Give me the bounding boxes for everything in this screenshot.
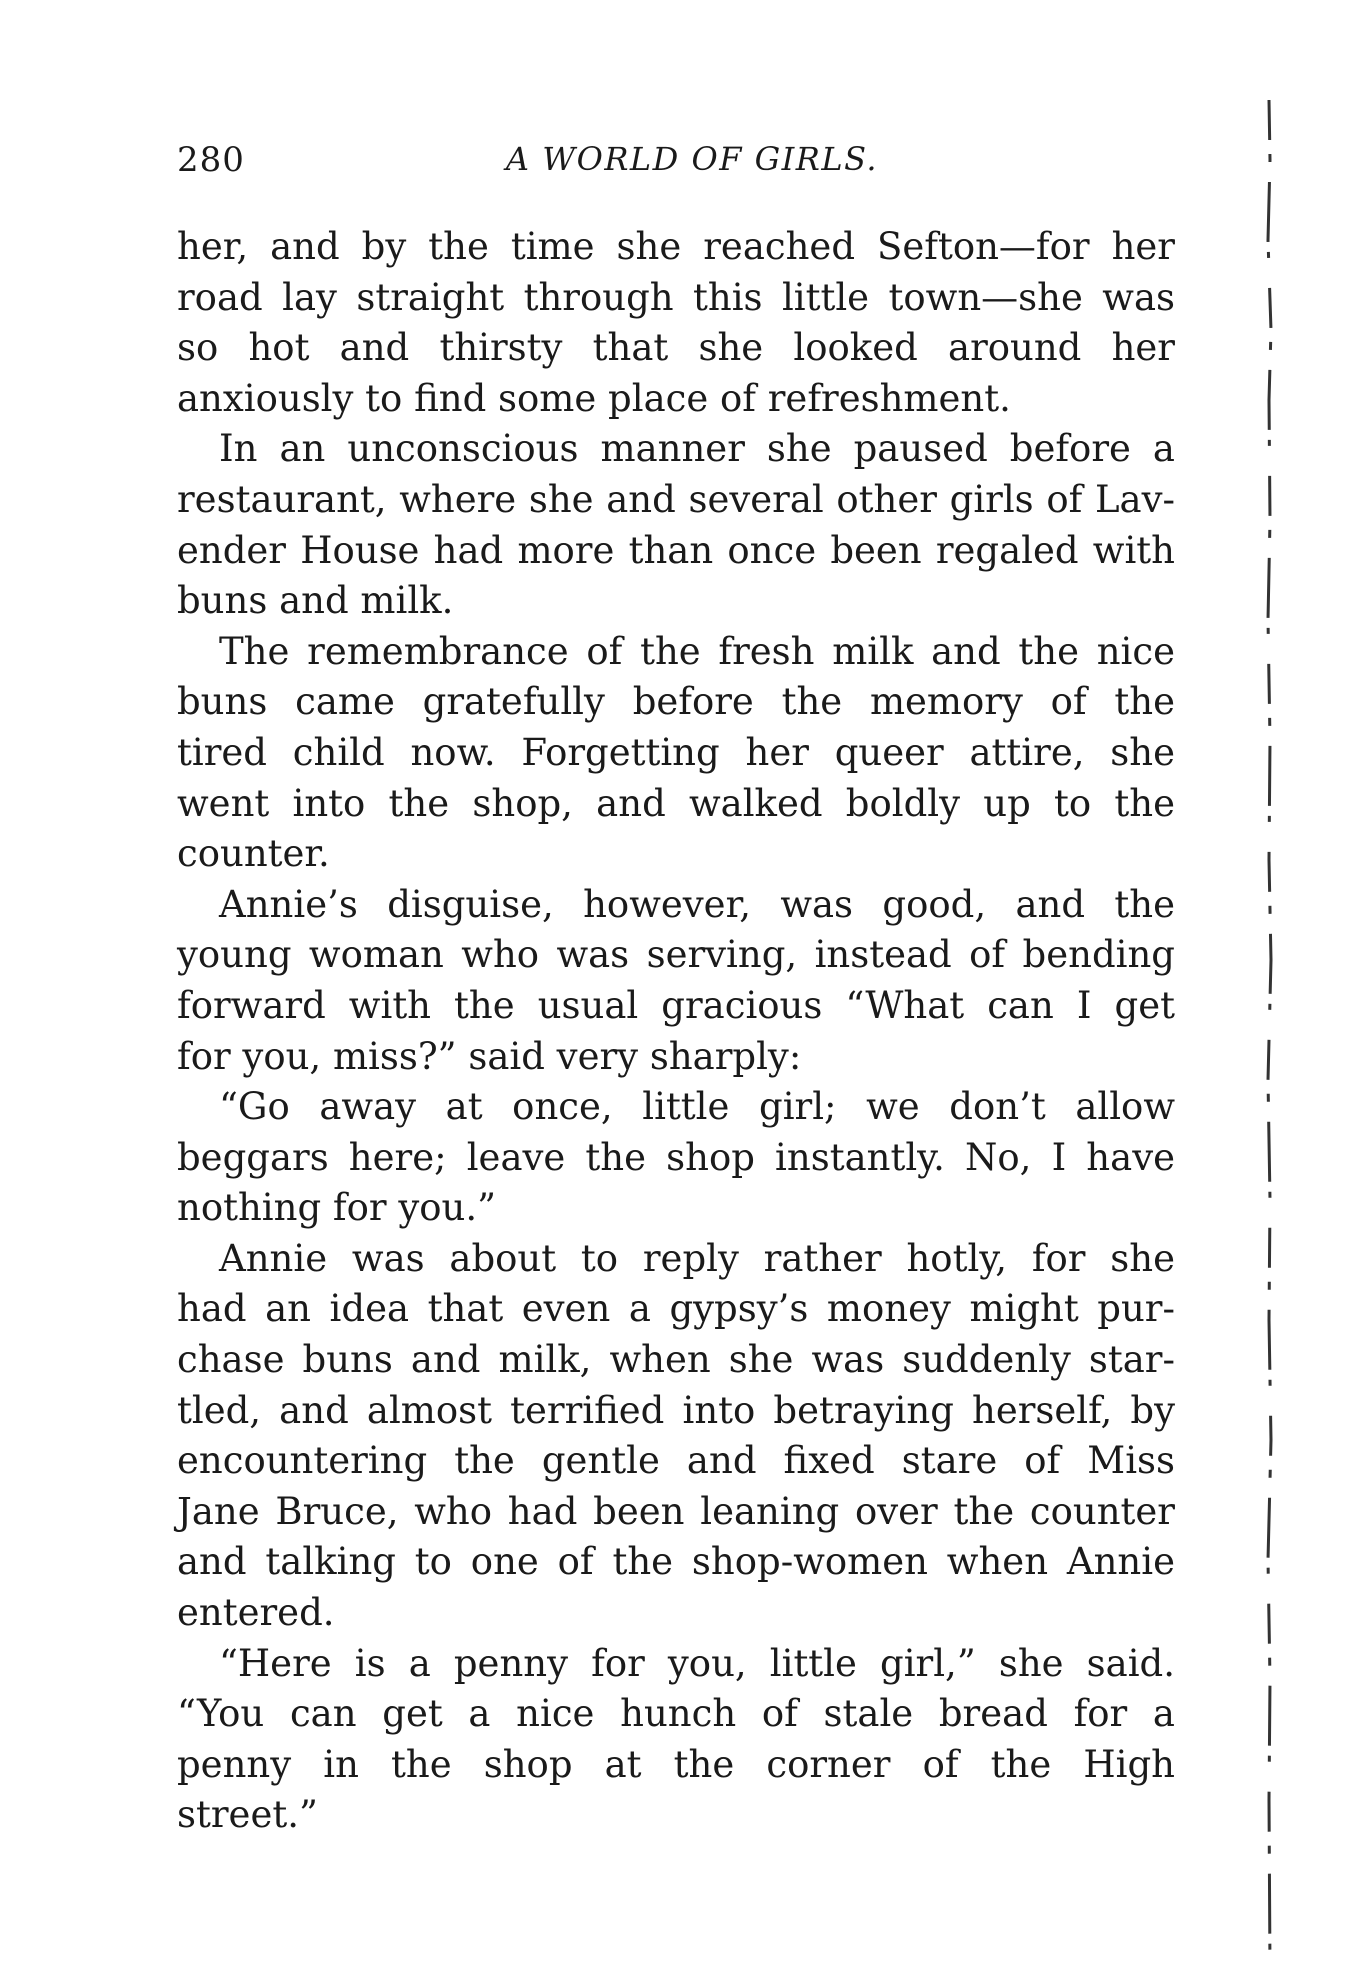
text-line: entered. <box>177 1591 335 1635</box>
page-number: 280 <box>177 140 245 180</box>
text-line: “You can get a nice hunch of stale bread for a <box>177 1692 1175 1736</box>
text-line: tired child now. Forgetting her queer attire, she <box>177 730 1175 774</box>
text-line: road lay straight through this little town—she was <box>177 275 1175 319</box>
running-head <box>177 140 1179 200</box>
text-line: nothing for you.” <box>177 1186 497 1230</box>
text-line: beggars here; leave the shop instantly. No, I have <box>177 1135 1175 1179</box>
text-line: so hot and thirsty that she looked around her <box>177 326 1175 370</box>
text-line: Annie’s disguise, however, was good, and the <box>219 882 1175 926</box>
text-line: her, and by the time she reached Sefton—for her <box>177 225 1175 268</box>
book-title: A WORLD OF GIRLS. <box>505 140 879 178</box>
text-line: Jane Bruce, who had been leaning over the counter <box>177 1489 1175 1533</box>
text-line: Annie was about to reply rather hotly, for she <box>219 1236 1175 1280</box>
text-line: went into the shop, and walked boldly up to the <box>177 781 1175 825</box>
text-line: ender House had more than once been regaled with <box>177 528 1175 572</box>
body-text <box>177 222 1175 1841</box>
text-line: counter. <box>177 832 330 876</box>
page-edge-shadow <box>1262 100 1276 1970</box>
text-line: street.” <box>177 1793 318 1837</box>
text-line: and talking to one of the shop-women when Annie <box>177 1540 1175 1584</box>
text-line: “Here is a penny for you, little girl,” she said. <box>219 1641 1175 1685</box>
text-line: forward with the usual gracious “What can I get <box>177 983 1175 1027</box>
text-line: restaurant, where she and several other girls of Lav- <box>177 477 1175 521</box>
text-line: In an unconscious manner she paused before a <box>219 427 1175 471</box>
text-line: chase buns and milk, when she was suddenly star- <box>177 1338 1175 1382</box>
text-line: tled, and almost terrified into betraying herself, by <box>177 1388 1175 1432</box>
text-line: encountering the gentle and fixed stare of Miss <box>177 1439 1175 1483</box>
text-line: penny in the shop at the corner of the High <box>177 1742 1175 1786</box>
text-line: young woman who was serving, instead of bending <box>177 933 1175 977</box>
text-line: had an idea that even a gypsy’s money might pur- <box>177 1287 1175 1331</box>
text-line: The remembrance of the fresh milk and the nice <box>219 629 1175 673</box>
text-line: buns and milk. <box>177 579 454 623</box>
text-line: buns came gratefully before the memory of the <box>177 680 1175 724</box>
text-line: “Go away at once, little girl; we don’t allow <box>219 1085 1175 1129</box>
text-line: anxiously to find some place of refreshment. <box>177 376 1011 420</box>
text-line: for you, miss?” said very sharply: <box>177 1034 802 1078</box>
